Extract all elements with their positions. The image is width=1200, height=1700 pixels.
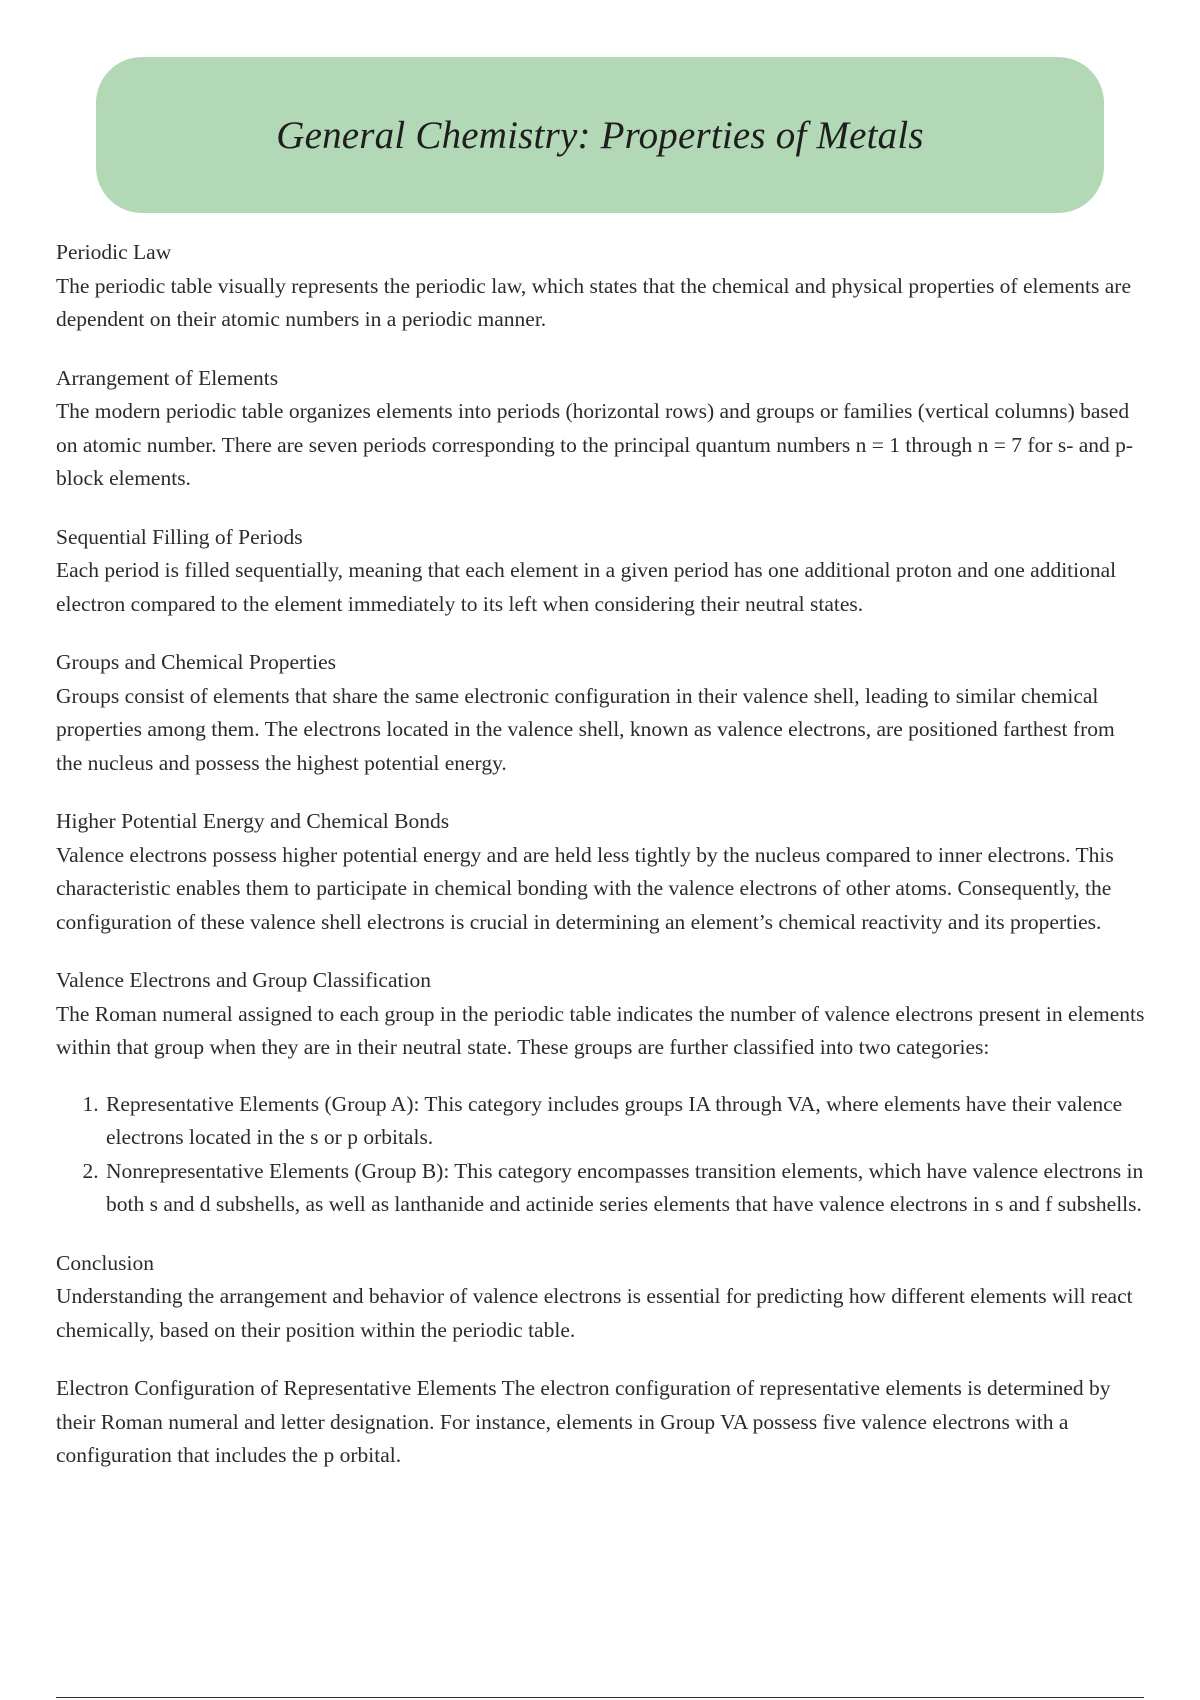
section-text: The periodic table visually represents the periodic law, which states that the chemical and physical properties of elements are dependent on their atomic numbers in a periodic manner.	[56, 273, 1131, 331]
section-heading: Arrangement of Elements	[56, 365, 279, 390]
section-heading: Periodic Law	[56, 240, 172, 264]
section-valence-group-classification	[56, 964, 1146, 1222]
section-text: Each period is filled sequentially, meaning that each element in a given period has one additional proton and one additional electron compared to the element immediately to its left when considering their neutral states.	[56, 558, 1117, 616]
section-heading: Sequential Filling of Periods	[56, 524, 303, 549]
section-text: Understanding the arrangement and behavior of valence electrons is essential for predicting how different elements will react chemically, based on their position within the periodic table.	[56, 1284, 1133, 1342]
section-potential-energy-bonds	[56, 805, 1146, 939]
section-heading: Valence Electrons and Group Classification	[56, 968, 431, 992]
title-banner	[96, 57, 1104, 213]
section-text: The modern periodic table organizes elements into periods (horizontal rows) and groups or families (vertical columns) based on atomic number. There are seven periods corresponding to the principal quantum numbers n = 1 through n = 7 for s- and p-block elements.	[56, 399, 1134, 490]
list-item: 1. Representative Elements (Group A): This category includes groups IA through VA, where elements have their valence electrons located in the s or p orbitals.	[104, 1088, 1146, 1155]
list-item: 2. Nonrepresentative Elements (Group B): This category encompasses transition elements, which have valence electrons in both s and d subshells, as well as lanthanide and actinide series elements that have valence electrons in s and f subshells.	[104, 1155, 1146, 1222]
section-heading: Higher Potential Energy and Chemical Bonds	[56, 809, 450, 833]
section-electron-configuration	[56, 1372, 1146, 1473]
paragraph-electron-configuration: Electron Configuration of Representative Elements The electron configuration of representative elements is determined by their Roman numeral and letter designation. For instance, elements in Group VA possess five valence electrons with a configuration that includes the p orbital.	[56, 1376, 1111, 1467]
document-body	[56, 236, 1146, 1498]
section-heading: Groups and Chemical Properties	[56, 650, 337, 674]
section-periodic-law	[56, 236, 1146, 337]
footer-divider	[56, 1697, 1144, 1698]
classification-list	[56, 1088, 1146, 1222]
section-conclusion	[56, 1247, 1146, 1348]
section-sequential-filling	[56, 521, 1146, 622]
section-text: The Roman numeral assigned to each group in the periodic table indicates the number of valence electrons present in elements within that group when they are in their neutral state. These groups are further classified into two categories:	[56, 1001, 1145, 1059]
page-title: General Chemistry: Properties of Metals	[276, 113, 924, 157]
section-heading: Conclusion	[56, 1250, 154, 1275]
section-text: Groups consist of elements that share the same electronic configuration in their valence shell, leading to similar chemical properties among them. The electrons located in the valence shell, known as valence electrons, are positioned farthest from the nucleus and possess the highest potential energy.	[56, 683, 1115, 775]
section-text: Valence electrons possess higher potential energy and are held less tightly by the nucleus compared to inner electrons. This characteristic enables them to participate in chemical bonding with the valence electrons of other atoms. Consequently, the configuration of these valence shell electrons is crucial in determining an element’s chemical reactivity and its properties.	[56, 842, 1114, 934]
section-arrangement-of-elements	[56, 362, 1146, 496]
section-groups-chemical-properties	[56, 646, 1146, 780]
